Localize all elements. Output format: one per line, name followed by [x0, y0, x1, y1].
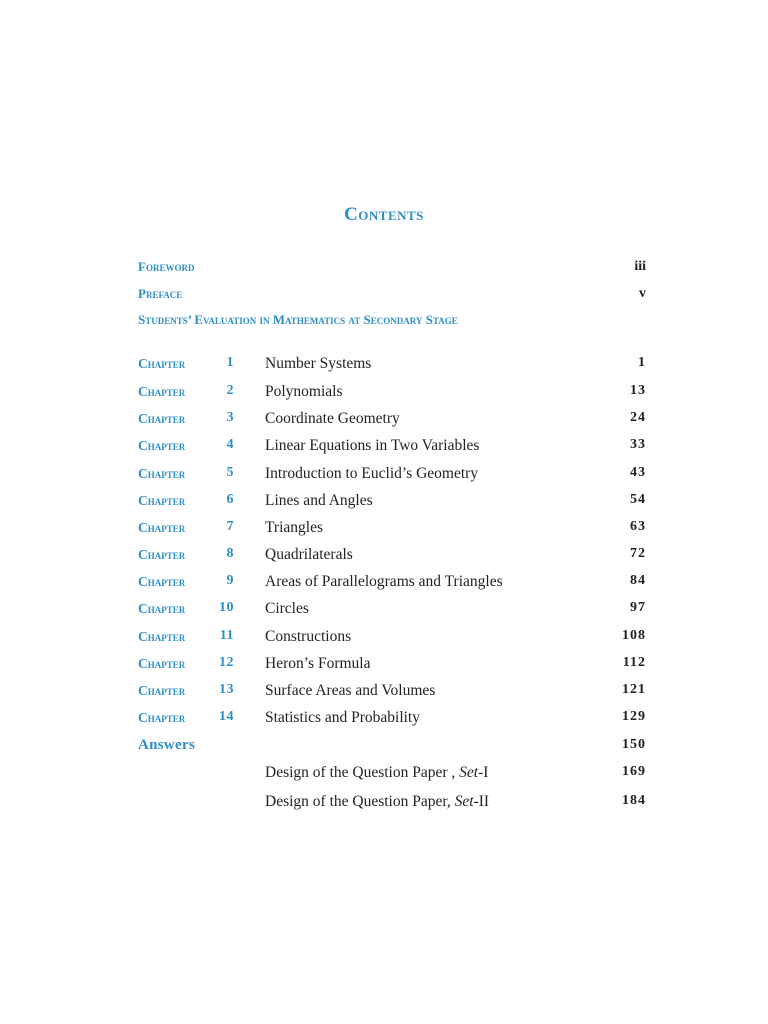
chapter-title: Lines and Angles — [265, 492, 373, 509]
chapter-label: Chapter — [138, 547, 186, 562]
appendix-title-text: Design of the Question Paper, — [265, 793, 455, 810]
appendix-set-suffix: -II — [473, 793, 490, 810]
chapter-label: Chapter — [138, 438, 186, 453]
answers-label: Answers — [138, 737, 196, 753]
chapter-page: 84 — [630, 573, 646, 588]
page-title: Contents — [344, 204, 424, 225]
chapter-title: Triangles — [265, 519, 323, 536]
chapter-page: 54 — [630, 492, 646, 507]
toc-chapter-11[interactable] — [138, 628, 646, 650]
chapter-title: Heron’s Formula — [265, 655, 371, 672]
chapter-label: Chapter — [138, 466, 186, 481]
chapter-page: 63 — [630, 519, 646, 534]
toc-entry-preface[interactable] — [138, 286, 646, 306]
chapter-page: 97 — [630, 600, 646, 615]
chapter-title: Areas of Parallelograms and Triangles — [265, 573, 503, 590]
chapter-label: Chapter — [138, 356, 186, 371]
chapter-number: 1 — [226, 355, 234, 370]
appendix-set-word: Set — [454, 793, 474, 810]
chapter-title: Quadrilaterals — [265, 546, 353, 563]
chapter-page: 13 — [630, 383, 646, 398]
chapter-number: 14 — [219, 709, 234, 724]
chapter-page: 112 — [622, 655, 646, 670]
toc-entry-students-evaluation[interactable] — [138, 312, 646, 332]
toc-chapter-5[interactable] — [138, 465, 646, 487]
chapter-title: Statistics and Probability — [265, 709, 420, 726]
toc-chapter-12[interactable] — [138, 655, 646, 677]
toc-chapter-6[interactable] — [138, 492, 646, 514]
toc-chapter-13[interactable] — [138, 682, 646, 704]
appendix-set-word: Set — [459, 764, 479, 781]
chapter-title: Polynomials — [265, 383, 343, 400]
chapter-label: Chapter — [138, 629, 186, 644]
chapter-label: Chapter — [138, 601, 186, 616]
toc-chapter-1[interactable] — [138, 355, 646, 377]
chapter-title: Constructions — [265, 628, 352, 645]
chapter-number: 13 — [219, 682, 234, 697]
chapter-page: 72 — [630, 546, 646, 561]
chapter-number: 3 — [226, 410, 234, 425]
chapter-page: 24 — [630, 410, 646, 425]
appendix-set-suffix: -I — [478, 764, 489, 781]
toc-entry-foreword[interactable] — [138, 259, 646, 279]
chapter-label: Chapter — [138, 384, 186, 399]
toc-entry-page: v — [639, 286, 646, 301]
toc-entry-answers[interactable] — [138, 737, 646, 759]
toc-chapter-14[interactable] — [138, 709, 646, 731]
toc-chapter-10[interactable] — [138, 600, 646, 622]
chapter-title: Surface Areas and Volumes — [265, 682, 436, 699]
toc-entry-label: Students’ Evaluation in Mathematics at Secondary Stage — [138, 312, 458, 327]
chapter-label: Chapter — [138, 411, 186, 426]
answers-page: 150 — [622, 737, 646, 752]
chapter-number: 6 — [226, 492, 234, 507]
chapter-label: Chapter — [138, 493, 186, 508]
chapter-number: 7 — [226, 519, 234, 534]
toc-chapter-8[interactable] — [138, 546, 646, 568]
chapter-title: Coordinate Geometry — [265, 410, 400, 427]
chapter-number: 12 — [219, 655, 234, 670]
chapter-number: 8 — [226, 546, 234, 561]
chapter-number: 11 — [219, 628, 234, 643]
toc-entry-label: Preface — [138, 286, 183, 301]
chapter-page: 129 — [622, 709, 646, 724]
toc-chapter-7[interactable] — [138, 519, 646, 541]
toc-chapter-3[interactable] — [138, 410, 646, 432]
appendix-title — [265, 793, 489, 811]
chapter-page: 1 — [638, 355, 646, 370]
chapter-title: Number Systems — [265, 355, 372, 372]
chapter-label: Chapter — [138, 683, 186, 698]
appendix-page: 169 — [622, 764, 646, 779]
chapter-page: 108 — [622, 628, 646, 643]
toc-entry-question-paper-set-1[interactable] — [138, 764, 646, 786]
chapter-label: Chapter — [138, 710, 186, 725]
toc-entry-label: Foreword — [138, 259, 195, 274]
chapter-title: Linear Equations in Two Variables — [265, 437, 480, 454]
chapter-page: 121 — [622, 682, 646, 697]
toc-chapter-2[interactable] — [138, 383, 646, 405]
chapter-title: Circles — [265, 600, 309, 617]
chapter-page: 33 — [630, 437, 646, 452]
chapter-number: 2 — [226, 383, 234, 398]
appendix-page: 184 — [622, 793, 646, 808]
chapter-number: 9 — [226, 573, 234, 588]
chapter-number: 10 — [219, 600, 234, 615]
chapter-label: Chapter — [138, 574, 186, 589]
chapter-title: Introduction to Euclid’s Geometry — [265, 465, 479, 482]
toc-entry-page: iii — [634, 259, 646, 274]
toc-chapter-4[interactable] — [138, 437, 646, 459]
toc-chapter-9[interactable] — [138, 573, 646, 595]
appendix-title-text: Design of the Question Paper , — [265, 764, 460, 781]
toc-entry-question-paper-set-2[interactable] — [138, 793, 646, 815]
appendix-title — [265, 764, 488, 782]
chapter-number: 5 — [226, 465, 234, 480]
chapter-label: Chapter — [138, 520, 186, 535]
chapter-label: Chapter — [138, 656, 186, 671]
chapter-page: 43 — [630, 465, 646, 480]
chapter-number: 4 — [226, 437, 234, 452]
